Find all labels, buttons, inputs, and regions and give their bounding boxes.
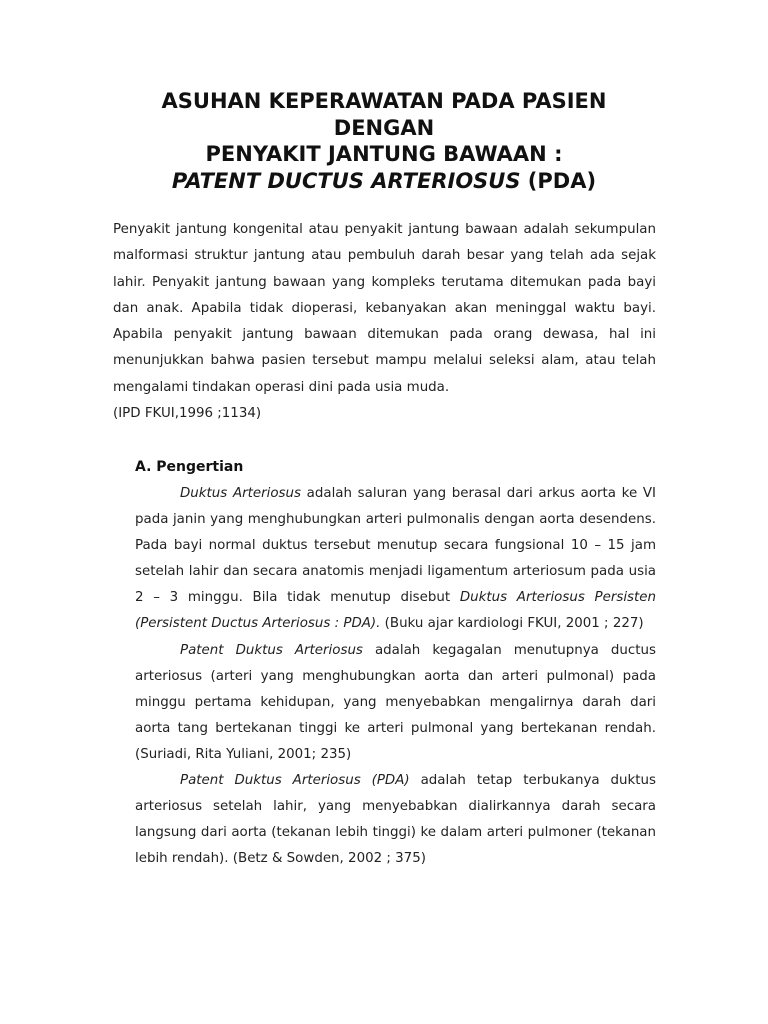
intro-citation: (IPD FKUI,1996 ;1134): [113, 406, 262, 421]
intro-paragraph: Penyakit jantung kongenital atau penyakit jantung bawaan adalah sekumpulan malformasi struktur jantung atau pembuluh darah besar yang telah ada sejak lahir. Penyakit jantung bawaan yang kompleks terutama ditemukan pada bayi dan anak. Apabila tidak dioperasi, kebanyakan akan meninggal waktu bayi. Apabila penyakit jantung bawaan ditemukan pada orang dewasa, hal ini menunjukkan bahwa pasien tersebut mampu melalui seleksi alam, atau telah mengalami tindakan operasi dini pada usia muda.: [113, 222, 656, 395]
definition-text-3: adalah tetap terbukanya duktus arteriosus setelah lahir, yang menyebabkan dialirkannya darah secara langsung dari aorta (tekanan lebih tinggi) ke dalam arteri pulmoner (tekanan lebih rendah). (Betz & Sowden, 2002 ; 375): [135, 773, 656, 867]
term-patent-duktus-arteriosus-pda: Patent Duktus Arteriosus (PDA): [180, 773, 410, 789]
term-patent-duktus-arteriosus: Patent Duktus Arteriosus: [180, 642, 363, 658]
title-line-4: [100, 168, 668, 195]
section-heading-pengertian: A. Pengertian: [135, 459, 244, 475]
term-duktus-arteriosus: Duktus Arteriosus: [180, 486, 301, 501]
title-italic-term: PATENT DUCTUS ARTERIOSUS: [171, 168, 521, 193]
title-abbreviation: (PDA): [520, 168, 597, 193]
section-pengertian-body: [135, 481, 656, 872]
document-title: [100, 88, 668, 194]
term-duktus-arteriosus-persisten: Duktus Arteriosus Persisten (Persistent Ductus Arteriosus : PDA).: [135, 590, 656, 632]
definition-text-2: adalah kegagalan menutupnya ductus arteriosus (arteri yang menghubungkan aorta dan arteri pulmonal) pada minggu pertama kehidupan, yang menyebabkan mengalirnya darah dari aorta tang bertekanan tinggi ke arteri pulmonal yang bertekanan rendah. (Suriadi, Rita Yuliani, 2001; 235): [135, 642, 656, 762]
definition-paragraph-1: [135, 481, 656, 638]
title-line-1: ASUHAN KEPERAWATAN PADA PASIEN: [161, 89, 607, 113]
definition-paragraph-3: [135, 768, 656, 872]
definition-paragraph-2: [135, 638, 656, 768]
title-line-3: PENYAKIT JANTUNG BAWAAN :: [205, 142, 563, 166]
definition-text-1: adalah saluran yang berasal dari arkus aorta ke VI pada janin yang menghubungkan arteri pulmonalis dengan aorta desendens. Pada bayi normal duktus tersebut menutup secara fungsional 10 – 15 jam setelah lahir dan secara anatomis menjadi ligamentum arteriosum pada usia 2 – 3 minggu. Bila tidak menutup disebut: [135, 486, 656, 606]
title-line-2: DENGAN: [333, 115, 435, 140]
citation-1: (Buku ajar kardiologi FKUI, 2001 ; 227): [380, 616, 644, 632]
